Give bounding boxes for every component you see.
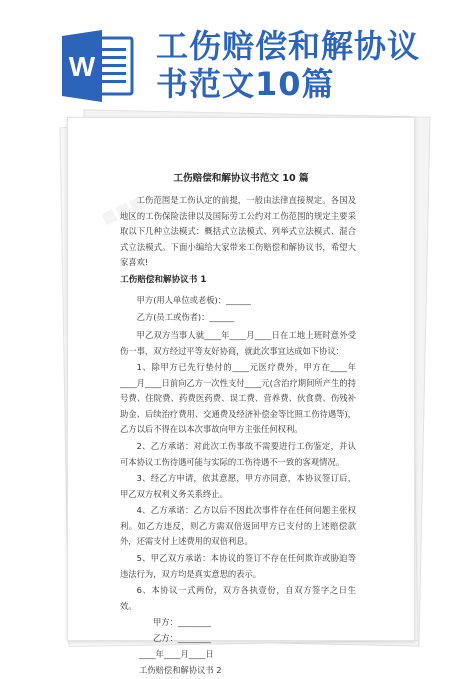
sign-party-b: 乙方：________	[153, 633, 212, 643]
document-page	[67, 117, 415, 641]
clause-6: 6、本协议一式两份，双方各执壹份，自双方签字之日生效。	[120, 585, 356, 611]
sign-party-a: 甲方：________	[153, 617, 212, 627]
section1-heading: 工伤赔偿和解协议书 1	[120, 275, 207, 285]
banner-title-line2: 书范文10篇	[156, 65, 335, 103]
clause-3: 3、经乙方申请，依其意愿，甲方亦同意，本协议签订后，甲乙双方权利义务关系终止。	[120, 473, 356, 499]
document-title: 工伤赔偿和解协议书范文 10 篇	[173, 173, 309, 184]
word-document-icon	[58, 28, 144, 104]
clause-2: 2、乙方承诺：对此次工伤事故不需要进行工伤鉴定，并认可本协议工伤待遇可能与实际的工伤待遇不一致的客观情况。	[120, 441, 356, 467]
banner-title-line1: 工伤赔偿和解协议	[156, 27, 421, 65]
section2-heading: 工伤赔偿和解协议书 2	[139, 665, 222, 675]
intro-paragraph: 工伤范围是工伤认定的前提，一般由法律直接规定。各国及地区的工伤保险法律以及国际劳工公约对工伤范围的规定主要采取以下几种立法模式：概括式立法模式、列举式立法模式、混合式立法模式。下面小编给大家带来工伤赔偿和解协议书，希望大家喜欢!	[120, 195, 356, 267]
accident-paragraph: 甲乙双方当事人就____年____月____日在工地上班时意外受伤一事，双方经过平等友好协商，就此次事宜达成如下协议：	[120, 330, 356, 356]
clause-1: 1、除甲方已先行垫付的____元医疗费外，甲方在____年____月____日前向乙方一次性支付____元(含治疗期间所产生的持号费、住院费、药费医药费、误工费、营养费、伙食费、伤残补助金、后续治疗费用、交通费及经济补偿金等比照工伤待遇等)，乙方以后不得在以本次事故向甲方主张任何权利。	[120, 362, 356, 434]
clause-4: 4、乙方承诺：乙方以后不因此次事件存在任何问题主张权利。如乙方违反，则乙方需双倍返回甲方已支付的上述赔偿款外，还需支付上述费用的双倍利息。	[120, 505, 356, 546]
banner	[0, 0, 474, 112]
party-b-line: 乙方(员工或伤者)：______	[136, 312, 235, 322]
party-a-line: 甲方(用人单位或老板)：______	[136, 295, 251, 305]
sign-date: ____年____月____日	[139, 649, 214, 659]
svg-text:W: W	[68, 51, 96, 82]
clause-5: 5、甲乙双方承诺：本协议的签订不存在任何欺诈或胁迫等违法行为，双方均是真实意思的表示。	[120, 553, 356, 579]
